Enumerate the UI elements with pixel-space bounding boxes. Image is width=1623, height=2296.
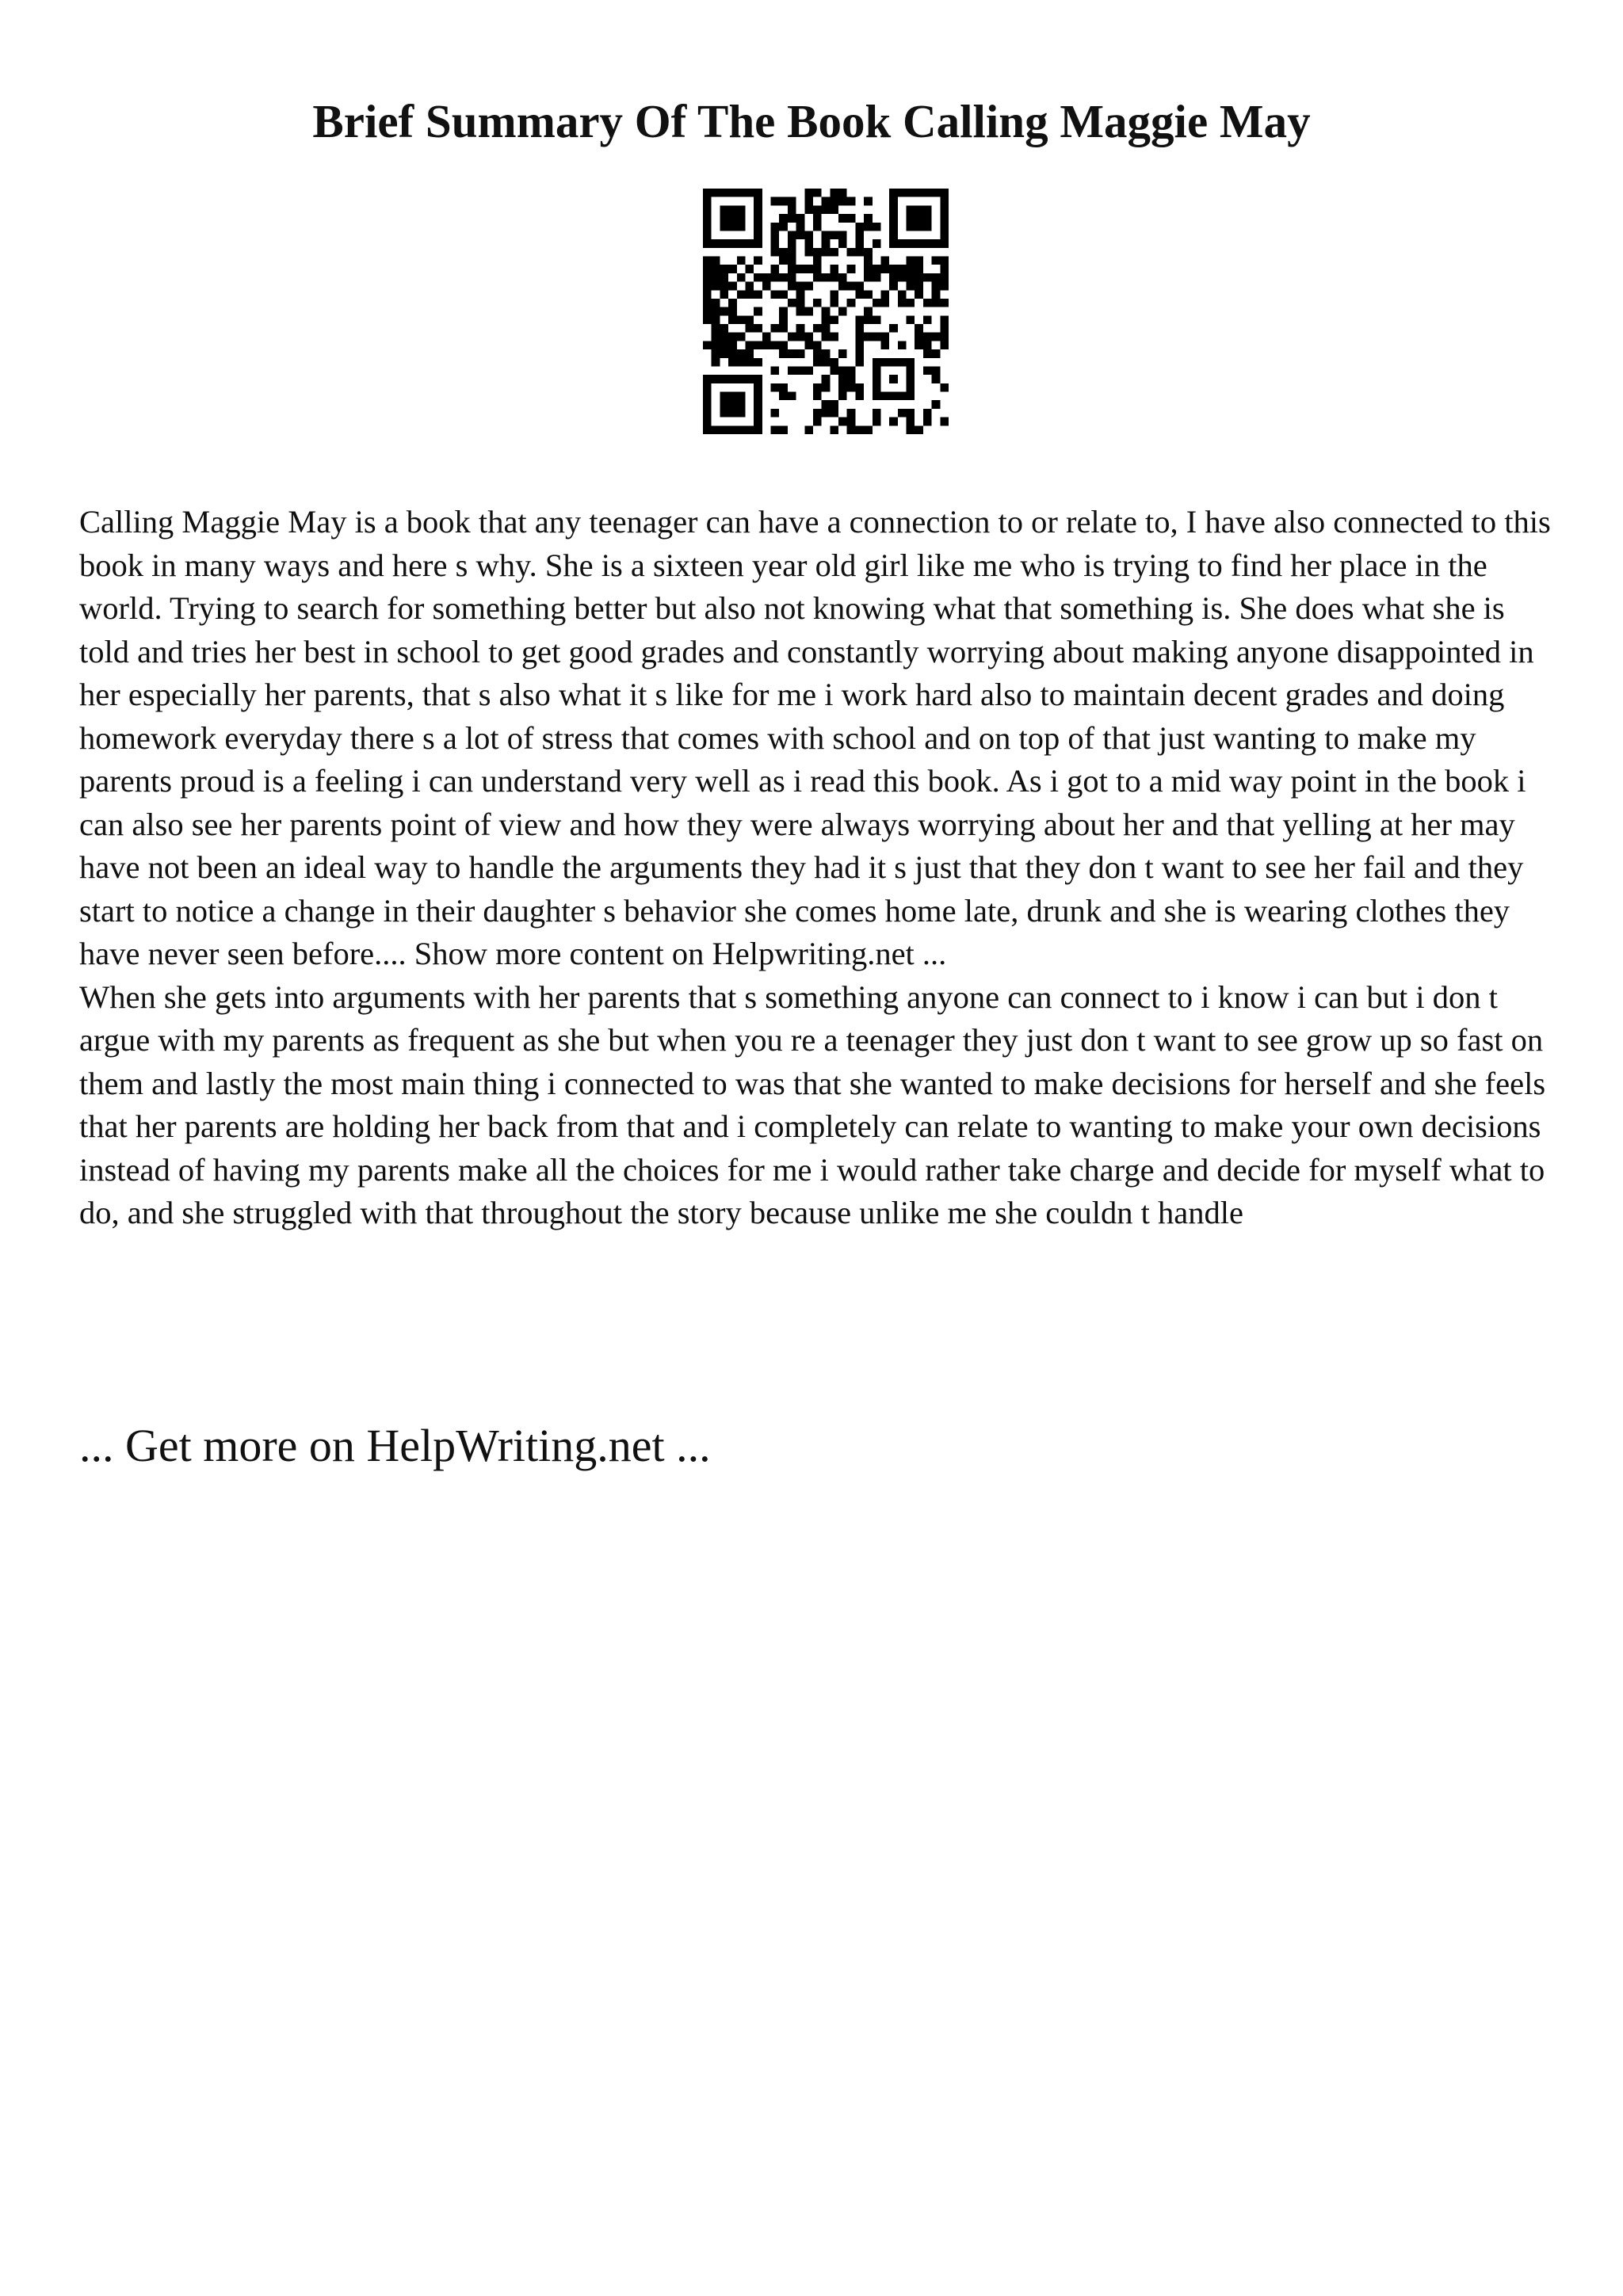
qr-code-icon[interactable] xyxy=(703,189,949,434)
paragraph: When she gets into arguments with her parents that s something anyone can connect to i know i can but i don t argue with my parents as frequent as she but when you re a teenager they just don t want to see grow up so fast on them and lastly the most main thing i connected to was that she wanted to make decisions for herself and she feels that her parents are holding her back from that and i completely can relate to wanting to make your own decisions instead of having my parents make all the choices for me i would rather take charge and decide for myself what to do, and she struggled with that throughout the story because unlike me she couldn t handle xyxy=(79,978,1546,1230)
paragraph: Calling Maggie May is a book that any teenager can have a connection to or relate to, I have also connected to this book in many ways and here s why. She is a sixteen year old girl like me who is trying to find her place in the world. Trying to search for something better but also not knowing what that something is. She does what she is told and tries her best in school to get good grades and constantly worrying about making anyone disappointed in her especially her parents, that s also what it s like for me i work hard also to maintain decent grades and doing homework everyday there s a lot of stress that comes with school and on top of that just wanting to make my parents proud is a feeling i can understand very well as i read this book. As i got to a mid way point in the book i can also see her parents point of view and how they were always worrying about her and that yelling at her may have not been an ideal way to handle the arguments they had it s just that they don t want to see her fail and they start to notice a change in their daughter s behavior she comes home late, drunk and she is wearing clothes they have never seen before.... Show more content on Helpwriting.net ... xyxy=(79,504,1551,971)
body-text xyxy=(79,501,1553,1235)
get-more-link[interactable]: ... Get more on HelpWriting.net ... xyxy=(79,1420,711,1471)
page-title: Brief Summary Of The Book Calling Maggie May xyxy=(312,95,1311,147)
